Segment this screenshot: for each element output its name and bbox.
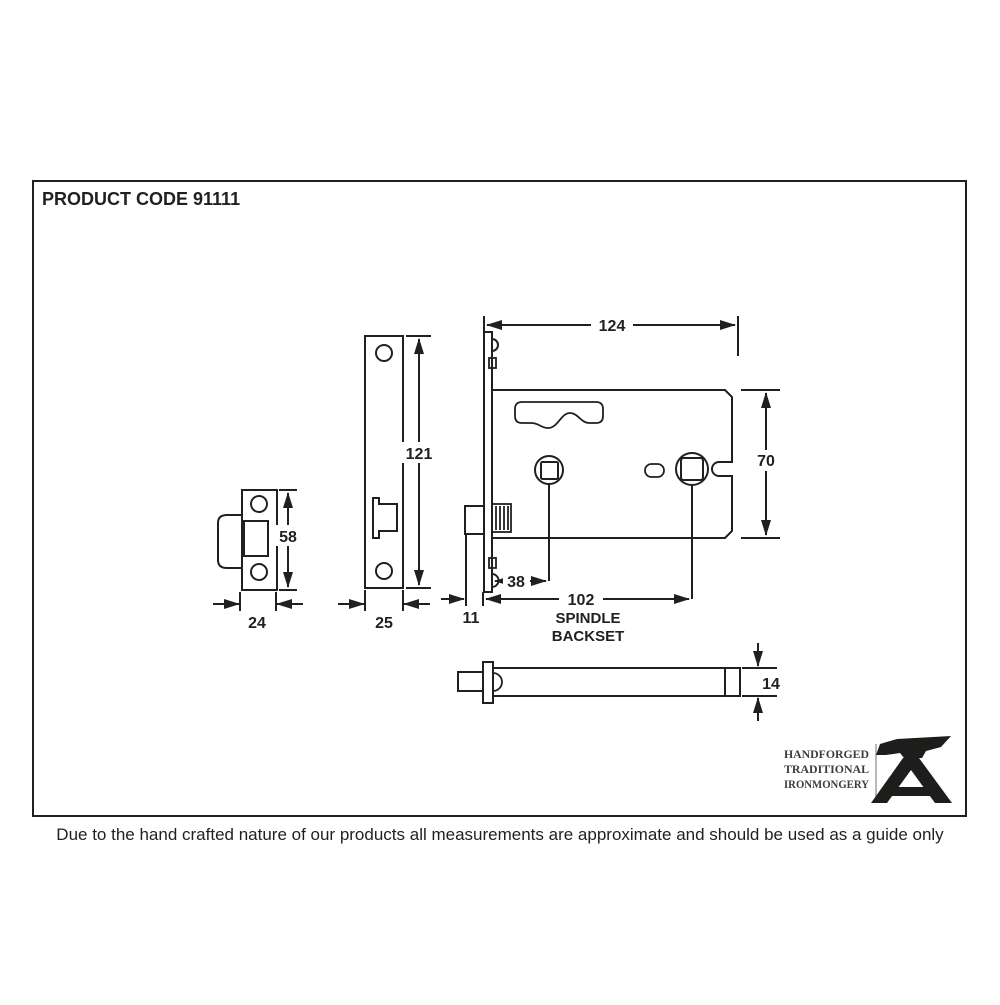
brand-line-1: HANDFORGED [784,747,870,761]
profile-latch [458,672,483,691]
faceplate-view [338,336,437,611]
dim-case-length: 124 [598,318,626,335]
faceplate-screw-hole-bottom [376,563,392,579]
dim-case-height: 70 [757,453,775,470]
dim-faceplate-height: 121 [405,446,433,463]
content-border [33,181,966,816]
slot-hole [645,464,664,477]
latch-bolt-side [465,506,484,534]
strike-latch-aperture [244,521,268,556]
spindle-backset-caption-1: SPINDLE [555,610,621,627]
dim-faceplate-width: 25 [375,615,393,632]
dim-spindle-backset: 102 [567,592,595,609]
spindle-backset-caption-2: BACKSET [551,628,625,645]
strike-plate-tab [218,515,242,568]
case-body-outline [492,390,732,538]
profile-screw-head [493,673,502,691]
strike-screw-hole-bottom [251,564,267,580]
case-profile-view [458,643,777,721]
profile-faceplate [483,662,493,703]
handle-cutout [515,402,603,428]
strike-plate-body [242,490,277,590]
faceplate-screw-hole-top [376,345,392,361]
faceplate-body [365,336,403,588]
dim-strike-height: 58 [279,529,297,546]
strike-plate-view [213,490,303,611]
strike-screw-hole-top [251,496,267,512]
brand-block [784,736,952,803]
brand-line-3: IRONMONGERY [784,777,870,791]
profile-case-bar [493,668,740,696]
dim-faceplate-offset: 11 [462,610,480,627]
product-code: PRODUCT CODE 91111 [42,189,241,209]
anvil-icon [871,736,952,803]
spindle-square-right [681,458,703,480]
dim-case-thickness: 14 [762,676,780,693]
lock-case-side-view [441,315,780,609]
faceplate-edge [484,332,492,592]
dim-latch-backset: 38 [507,574,525,591]
brand-line-2: TRADITIONAL [784,762,869,776]
spindle-square-left [541,462,558,479]
footer-disclaimer: Due to the hand crafted nature of our products all measurements are approximate and should be used as a guide only [56,825,944,844]
dim-strike-width: 24 [248,615,266,632]
faceplate-latch-bolt [373,498,397,538]
